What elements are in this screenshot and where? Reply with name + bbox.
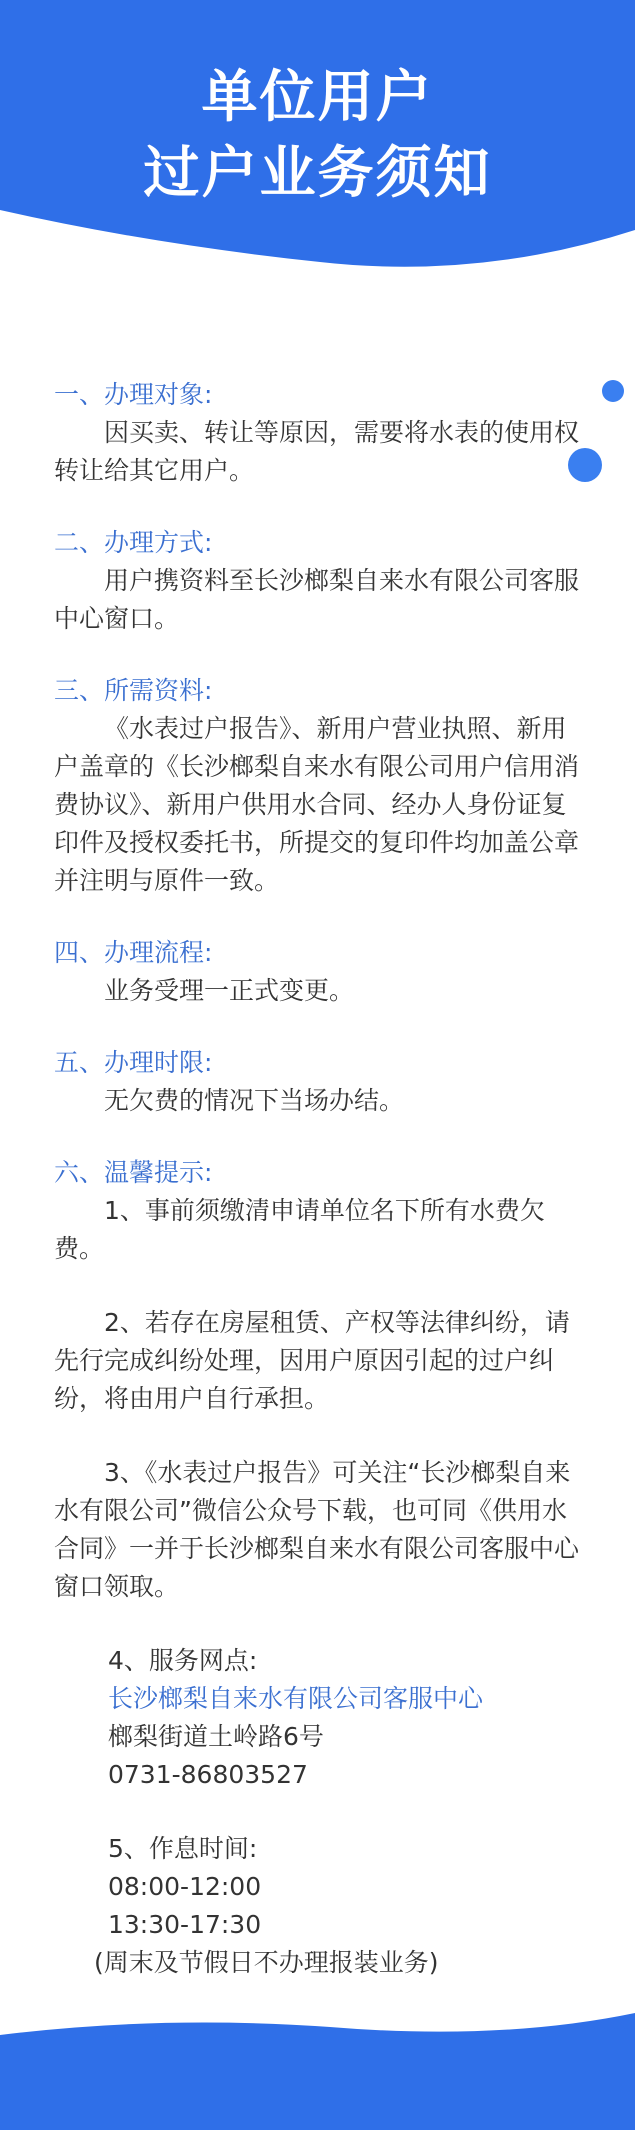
section-heading: 六、温馨提示: [54, 1158, 213, 1187]
service-name: 长沙榔梨自来水有限公司客服中心 [108, 1684, 484, 1713]
section-process [54, 934, 586, 1010]
footer-banner [0, 2005, 635, 2130]
service-label: 4、服务网点: [108, 1646, 258, 1675]
hours-morning: 08:00-12:00 [108, 1872, 262, 1901]
page-title-line2: 过户业务须知 [143, 141, 492, 206]
section-heading: 二、办理方式: [54, 528, 213, 557]
header-banner [0, 0, 635, 270]
section-time-limit [54, 1044, 586, 1120]
section-text: 用户携资料至长沙榔梨自来水有限公司客服中心窗口。 [54, 566, 580, 633]
section-text: 无欠费的情况下当场办结。 [104, 1086, 405, 1115]
section-heading: 五、办理时限: [54, 1048, 213, 1077]
service-phone: 0731-86803527 [108, 1760, 308, 1789]
hours-note: (周末及节假日不办理报装业务) [94, 1948, 439, 1977]
section-text: 《水表过户报告》、新用户营业执照、新用户盖章的《长沙榔梨自来水有限公司用户信用消费协议》、新用户供用水合同、经办人身份证复印件及授权委托书，所提交的复印件均加盖公章并注明与原件一致。 [54, 714, 580, 895]
service-address: 榔梨街道土岭路6号 [108, 1722, 324, 1751]
tip-item-1: 1、事前须缴清申请单位名下所有水费欠费。 [54, 1196, 545, 1263]
page-title-line1: 单位用户 [201, 65, 434, 130]
section-heading: 四、办理流程: [54, 938, 213, 967]
section-method [54, 524, 586, 638]
section-target [54, 376, 586, 490]
section-heading: 三、所需资料: [54, 676, 213, 705]
tip-item-2: 2、若存在房屋租赁、产权等法律纠纷，请先行完成纠纷处理，因用户原因引起的过户纠纷，将由用户自行承担。 [54, 1308, 570, 1413]
section-text: 业务受理一正式变更。 [104, 976, 355, 1005]
hours-afternoon: 13:30-17:30 [108, 1910, 262, 1939]
section-heading: 一、办理对象: [54, 380, 213, 409]
section-materials [54, 672, 586, 900]
section-text: 因买卖、转让等原因，需要将水表的使用权转让给其它用户。 [54, 418, 580, 485]
hours-label: 5、作息时间: [108, 1834, 258, 1863]
tip-item-3: 3、《水表过户报告》可关注“长沙榔梨自来水有限公司”微信公众号下载，也可同《供用水合同》一并于长沙榔梨自来水有限公司客服中心窗口领取。 [54, 1458, 580, 1601]
notice-content [54, 376, 586, 2016]
decorative-dot-small [602, 380, 624, 402]
section-tips [54, 1154, 586, 1982]
